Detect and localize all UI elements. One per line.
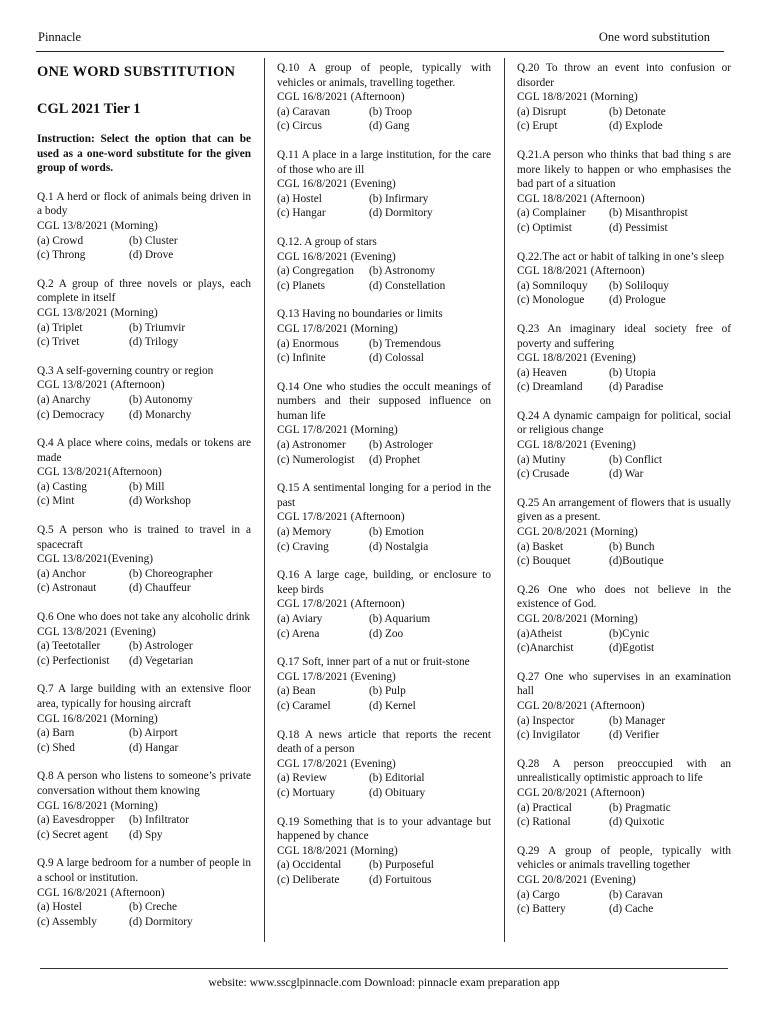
answer-options [277,684,491,713]
question-item [517,583,731,656]
question-item [37,190,251,263]
answer-options [37,480,251,509]
question-item [37,856,251,929]
question-text: Q.15 A sentimental longing for a period in the past [277,482,491,509]
answer-option: (a) Practical [517,801,572,814]
answer-option: (d) Vegetarian [129,654,194,667]
answer-option: (b) Aquarium [369,613,431,625]
answer-options [37,321,251,350]
answer-option: (b)Cynic [609,627,650,640]
question-source: CGL 18/8/2021 (Afternoon) [517,192,645,205]
answer-option: (b) Misanthropist [609,207,688,220]
question-item [37,682,251,755]
answer-option: (c) Throng [37,249,86,262]
answer-option: (d) Quixotic [609,816,665,829]
question-source: CGL 16/8/2021 (Afternoon) [37,886,165,899]
answer-option: (b) Creche [129,901,177,914]
answer-option: (b) Soliloquy [609,279,669,292]
question-item [277,568,491,641]
question-text: Q.1 A herd or flock of animals being driven in a body [37,190,251,218]
answer-option: (a) Occidental [277,859,342,872]
answer-options [517,888,731,917]
answer-option: (a) Hostel [37,901,82,914]
answer-option: (c) Arena [277,627,320,640]
question-source: CGL 16/8/2021 (Evening) [277,250,396,263]
answer-options [277,525,491,554]
answer-options [37,567,251,596]
answer-options [517,105,731,134]
question-text: Q.16 A large cage, building, or enclosure to keep birds [277,569,491,596]
question-item [37,610,251,668]
question-source: CGL 17/8/2021 (Morning) [277,424,398,437]
answer-option: (a) Casting [37,480,87,493]
question-text: Q.8 A person who listens to someone’s private conversation without them knowing [37,770,251,797]
answer-option: (a) Hostel [277,192,322,205]
answer-option: (c) Secret agent [37,828,108,841]
question-item [277,380,491,468]
question-item [517,322,731,395]
question-text: Q.9 A large bedroom for a number of people in a school or institution. [37,857,251,884]
answer-option: (d) Fortuitous [369,873,432,886]
answer-option: (a) Congregation [277,265,354,278]
column-3 [517,61,731,946]
question-source: CGL 17/8/2021 (Afternoon) [277,511,405,524]
question-text: Q.22.The act or habit of talking in one’s sleep [517,250,725,263]
answer-option: (a) Cargo [517,888,560,901]
question-source: CGL 18/8/2021 (Morning) [277,844,398,857]
question-source: CGL 17/8/2021 (Evening) [277,670,396,683]
question-list [277,61,491,888]
question-text: Q.28 A person preoccupied with an unrealistically optimistic approach to life [517,757,731,785]
question-source: CGL 17/8/2021 (Morning) [277,322,398,335]
answer-options [37,900,251,929]
question-item [517,409,731,482]
answer-option: (c) Hangar [277,207,326,220]
answer-option: (c) Invigilator [517,729,581,742]
answer-options [517,453,731,482]
answer-option: (a) Astronomer [277,439,346,452]
question-text: Q.12. A group of stars [277,235,377,248]
question-text: Q.25 An arrangement of flowers that is usually given as a present. [517,496,731,524]
answer-option: (a) Barn [37,727,75,740]
answer-option: (d) Hangar [129,741,179,754]
question-source: CGL 17/8/2021 (Evening) [277,757,396,770]
answer-option: (b) Mill [129,480,165,493]
question-text: Q.19 Something that is to your advantage but happened by chance [277,815,491,843]
answer-option: (c) Bouquet [517,555,571,568]
question-source: CGL 13/8/2021(Afternoon) [37,466,162,479]
answer-option: (d) Monarchy [129,408,192,421]
answer-option: (b) Pragmatic [609,801,671,814]
column-divider [264,58,265,942]
answer-option: (d) Prophet [369,453,421,466]
answer-option: (a) Anarchy [37,393,91,406]
answer-option: (a)Atheist [517,627,563,640]
answer-option: (b) Editorial [369,772,425,785]
answer-option: (b) Detonate [609,105,666,118]
question-item [517,670,731,743]
question-source: CGL 13/8/2021 (Morning) [37,306,158,319]
answer-option: (a) Complainer [517,207,586,220]
answer-option: (d) Spy [129,828,163,841]
answer-option: (c) Craving [277,540,329,553]
answer-option: (c) Monologue [517,294,585,307]
answer-option: (d) Drove [129,249,174,262]
question-text: Q.17 Soft, inner part of a nut or fruit-stone [277,656,470,669]
question-item [37,364,251,422]
header-topic: One word substitution [598,30,710,44]
answer-option: (d) Pessimist [609,221,668,234]
answer-option: (b) Cluster [129,234,178,247]
answer-option: (d) War [609,468,644,481]
answer-option: (c) Caramel [277,699,331,712]
answer-option: (a) Crowd [37,234,84,247]
answer-option: (b) Conflict [609,453,663,466]
question-source: CGL 20/8/2021 (Afternoon) [517,786,645,799]
answer-option: (c) Astronaut [37,582,97,595]
question-item [277,815,491,888]
answer-option: (d) Trilogy [129,336,179,349]
answer-option: (d) Prologue [609,294,666,307]
answer-option: (d)Boutique [609,555,664,568]
question-item [37,769,251,842]
answer-option: (c) Infinite [277,352,326,365]
question-source: CGL 17/8/2021 (Afternoon) [277,598,405,611]
answer-options [517,801,731,830]
question-source: CGL 18/8/2021 (Afternoon) [517,265,645,278]
question-source: CGL 13/8/2021(Evening) [37,553,153,566]
answer-option: (c) Crusade [517,468,570,481]
answer-option: (c) Perfectionist [37,654,110,667]
answer-options [277,105,491,134]
question-item [37,523,251,596]
answer-option: (a) Teetotaller [37,640,101,653]
question-source: CGL 16/8/2021 (Afternoon) [277,91,405,104]
question-item [517,757,731,830]
question-source: CGL 18/8/2021 (Evening) [517,352,636,365]
answer-options [517,540,731,569]
question-text: Q.11 A place in a large institution, for the care of those who are ill [277,148,491,176]
question-item [277,655,491,713]
answer-option: (a) Heaven [517,366,567,379]
answer-option: (a) Anchor [37,567,86,580]
document-title: ONE WORD SUBSTITUTION [37,64,236,80]
question-item [37,277,251,350]
question-source: CGL 20/8/2021 (Afternoon) [517,699,645,712]
answer-option: (c) Dreamland [517,381,583,394]
answer-option: (c) Battery [517,903,566,916]
document-subtitle: CGL 2021 Tier 1 [37,101,141,117]
question-list [37,190,251,930]
answer-options [517,279,731,308]
answer-option: (c) Rational [517,816,571,829]
answer-option: (b) Emotion [369,526,424,539]
answer-option: (c) Deliberate [277,873,340,886]
question-item [517,844,731,917]
question-source: CGL 13/8/2021 (Evening) [37,625,156,638]
question-text: Q.10 A group of people, typically with vehicles or animals, travelling together. [277,62,491,89]
question-text: Q.6 One who does not take any alcoholic drink [37,611,251,624]
answer-option: (c) Democracy [37,408,105,421]
answer-option: (b) Infiltrator [129,814,189,827]
question-source: CGL 13/8/2021 (Morning) [37,219,158,232]
answer-option: (b) Troop [369,105,413,118]
question-text: Q.27 One who supervises in an examination hall [517,670,731,698]
column-2 [277,61,491,946]
question-source: CGL 20/8/2021 (Evening) [517,873,636,886]
answer-option: (a) Mutiny [517,453,566,466]
answer-option: (b) Manager [609,714,666,727]
question-text: Q.23 An imaginary ideal society free of poverty and suffering [517,322,731,350]
answer-option: (d) Dormitory [129,915,193,928]
answer-option: (c) Planets [277,279,325,292]
answer-option: (b) Purposeful [369,859,434,872]
answer-option: (a) Eavesdropper [37,814,115,827]
question-list [517,61,731,917]
question-text: Q.2 A group of three novels or plays, each complete in itself [37,277,251,305]
answer-option: (c) Optimist [517,221,572,234]
answer-option: (a) Triplet [37,321,83,334]
answer-options [277,771,491,800]
question-text: Q.7 A large building with an extensive floor area, typically for housing aircraft [37,683,251,710]
answer-option: (a) Memory [277,526,332,539]
answer-options [37,726,251,755]
question-item [517,250,731,308]
answer-option: (d) Workshop [129,495,191,508]
answer-option: (a) Disrupt [517,105,567,118]
answer-options [37,813,251,842]
answer-option: (a) Enormous [277,337,339,350]
answer-options [517,627,731,656]
question-source: CGL 16/8/2021 (Morning) [37,712,158,725]
answer-options [37,639,251,668]
question-text: Q.20 To throw an event into confusion or disorder [517,62,731,89]
instruction-text: Instruction: Select the option that can be used as a one-word substitute for the given group of words. [37,133,251,175]
question-item [277,61,491,134]
answer-option: (d) Explode [609,120,663,133]
answer-option: (c) Mortuary [277,786,336,799]
answer-option: (d) Chauffeur [129,582,191,595]
question-item [517,496,731,569]
answer-option: (a) Basket [517,540,564,553]
answer-option: (b) Utopia [609,366,656,379]
footer-text: website: www.sscglpinnacle.com Download: pinnacle exam preparation app [208,977,560,989]
question-source: CGL 13/8/2021 (Afternoon) [37,379,165,392]
answer-option: (a) Inspector [517,714,575,727]
answer-option: (c) Assembly [37,915,97,928]
answer-option: (b) Tremendous [369,337,441,350]
question-item [277,481,491,554]
answer-option: (b) Infirmary [369,192,429,205]
question-item [517,148,731,236]
answer-option: (b) Astrologer [369,439,433,452]
question-text: Q.18 A news article that reports the recent death of a person [277,728,491,756]
answer-option: (a) Somniloquy [517,279,588,292]
answer-option: (c) Shed [37,741,75,754]
answer-option: (d) Zoo [369,627,404,640]
question-text: Q.26 One who does not believe in the existence of God. [517,583,731,611]
answer-option: (b) Bunch [609,540,655,553]
column-1 [37,61,251,946]
answer-option: (a) Review [277,772,327,785]
answer-options [277,438,491,467]
answer-option: (c) Numerologist [277,453,355,466]
question-item [37,436,251,509]
header-brand: Pinnacle [38,30,82,44]
answer-option: (d) Obituary [369,786,426,799]
answer-option: (c) Erupt [517,120,558,133]
answer-option: (b) Pulp [369,685,406,698]
question-item [277,728,491,801]
question-text: Q.3 A self-governing country or region [37,364,214,377]
answer-option: (d) Cache [609,903,654,916]
answer-option: (c)Anarchist [517,642,574,655]
answer-options [277,192,491,221]
question-text: Q.24 A dynamic campaign for political, social or religious change [517,409,731,437]
question-source: CGL 20/8/2021 (Morning) [517,613,638,625]
answer-options [37,393,251,422]
question-text: Q.21.A person who thinks that bad thing s are more likely to happen or who emphasises the bad part of a situation [517,148,731,191]
question-item [277,235,491,293]
answer-option: (c) Trivet [37,336,80,349]
answer-option: (d) Nostalgia [369,540,429,553]
answer-option: (d)Egotist [609,642,655,655]
answer-option: (b) Airport [129,727,178,740]
question-item [277,307,491,365]
question-text: Q.14 One who studies the occult meanings of numbers and their supposed influence on human life [277,380,491,422]
answer-option: (d) Kernel [369,699,416,712]
answer-option: (d) Verifier [609,729,660,742]
question-item [517,61,731,134]
question-source: CGL 20/8/2021 (Morning) [517,526,638,539]
answer-option: (d) Dormitory [369,207,433,220]
answer-option: (b) Triumvir [129,321,186,334]
answer-options [37,234,251,263]
answer-options [277,858,491,887]
answer-option: (a) Aviary [277,613,323,625]
question-text: Q.29 A group of people, typically with vehicles or animals travelling together [517,844,731,872]
answer-options [517,366,731,395]
answer-options [517,206,731,235]
footer-divider [40,968,728,969]
question-text: Q.4 A place where coins, medals or tokens are made [37,437,251,464]
question-source: CGL 16/8/2021 (Morning) [37,799,158,812]
answer-option: (b) Astrologer [129,640,193,653]
answer-option: (c) Circus [277,120,322,133]
answer-option: (a) Bean [277,685,316,698]
answer-option: (c) Mint [37,495,75,508]
answer-options [277,612,491,641]
question-text: Q.5 A person who is trained to travel in a spacecraft [37,524,251,551]
column-divider [504,58,505,942]
answer-options [277,264,491,293]
answer-option: (d) Gang [369,120,410,133]
answer-options [277,337,491,366]
answer-option: (d) Colossal [369,352,424,365]
answer-option: (b) Choreographer [129,567,213,580]
question-source: CGL 18/8/2021 (Morning) [517,91,638,104]
answer-option: (b) Astronomy [369,265,436,278]
question-source: CGL 16/8/2021 (Evening) [277,178,396,191]
answer-option: (d) Constellation [369,279,446,292]
answer-option: (a) Caravan [277,105,330,118]
answer-option: (b) Autonomy [129,393,193,406]
question-item [277,148,491,221]
question-text: Q.13 Having no boundaries or limits [277,308,443,321]
question-source: CGL 18/8/2021 (Evening) [517,439,636,452]
answer-option: (b) Caravan [609,888,663,901]
header-divider [36,51,724,52]
answer-options [517,714,731,743]
answer-option: (d) Paradise [609,381,664,394]
